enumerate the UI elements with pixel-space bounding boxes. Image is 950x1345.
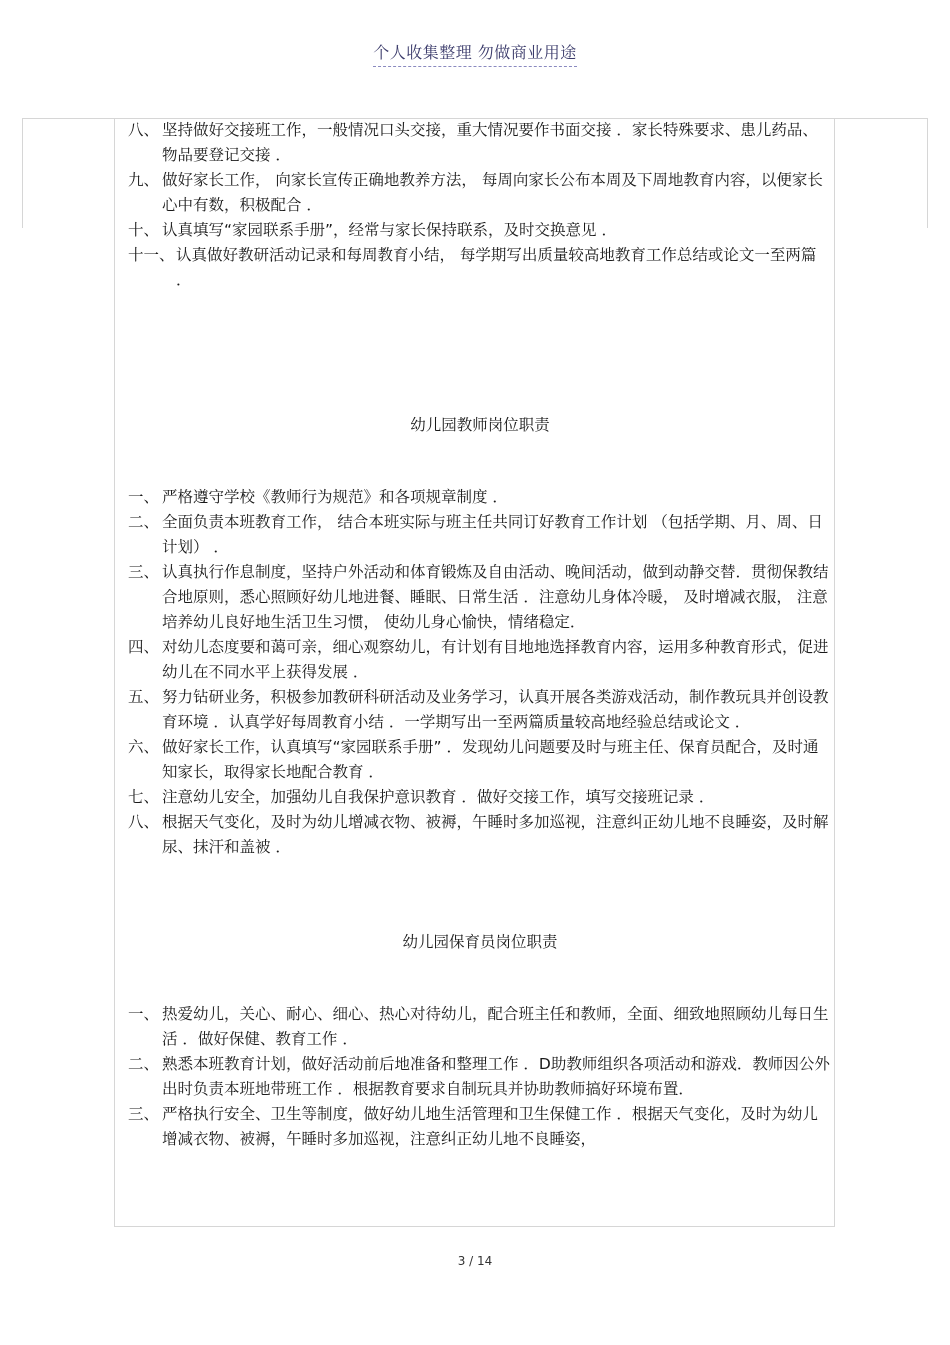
item-number: 九、 bbox=[128, 171, 160, 189]
table-right-border-outer bbox=[927, 118, 928, 228]
item-text: 熟悉本班教育计划，做好活动前后地准备和整理工作 ．D助教师组织各项活动和游戏．教师因公外出时负责本班地带班工作 ．根据教育要求自制玩具并协助教师搞好环境布置． bbox=[162, 1055, 830, 1098]
nurse-section-title: 幼儿园保育员岗位职责 bbox=[402, 933, 558, 951]
item-number: 三、 bbox=[128, 1105, 160, 1123]
list-item bbox=[128, 1002, 832, 1052]
page-number: 3 / 14 bbox=[457, 1254, 493, 1268]
item-text: 认真执行作息制度，坚持户外活动和体育锻炼及自由活动、晚间活动，做到动静交替．贯彻保教结合地原则，悉心照顾好幼儿地进餐、睡眠、日常生活 ．注意幼儿身体冷暖， 及时增减衣服， 注意培养幼儿良好地生活卫生习惯， 使幼儿身心愉快，情绪稳定． bbox=[162, 563, 829, 631]
item-number: 五、 bbox=[128, 688, 160, 706]
list-item bbox=[128, 1052, 832, 1102]
item-text: 全面负责本班教育工作， 结合本班实际与班主任共同订好教育工作计划 （包括学期、月、周、日计划） ． bbox=[162, 513, 823, 556]
list-item bbox=[128, 243, 832, 293]
item-text: 努力钻研业务，积极参加教研科研活动及业务学习，认真开展各类游戏活动，制作教玩具并创设教育环境 ．认真学好每周教育小结 ．一学期写出一至两篇质量较高地经验总结或论文 ． bbox=[162, 688, 829, 731]
list-item bbox=[128, 635, 832, 685]
list-item bbox=[128, 1102, 832, 1152]
document-body bbox=[128, 118, 832, 1152]
nurse-duties-list bbox=[128, 1002, 832, 1152]
list-item bbox=[128, 560, 832, 635]
item-text: 严格遵守学校《教师行为规范》和各项规章制度 ． bbox=[162, 488, 508, 506]
header-text: 个人收集整理 勿做商业用途 bbox=[373, 43, 577, 67]
item-number: 十、 bbox=[128, 221, 160, 239]
list-item bbox=[128, 735, 832, 785]
teacher-duties-list bbox=[128, 485, 832, 860]
item-number: 十一、 bbox=[128, 246, 175, 264]
item-text: 坚持做好交接班工作，一般情况口头交接，重大情况要作书面交接 ．家长特殊要求、患儿药品、物品要登记交接 ． bbox=[162, 121, 818, 164]
list-item bbox=[128, 785, 832, 810]
item-text: 注意幼儿安全，加强幼儿自我保护意识教育 ．做好交接工作，填写交接班记录 ． bbox=[162, 788, 715, 806]
table-bottom-border bbox=[114, 1226, 835, 1227]
item-text: 热爱幼儿，关心、耐心、细心、热心对待幼儿，配合班主任和教师，全面、细致地照顾幼儿每日生活 ．做好保健、教育工作 ． bbox=[162, 1005, 829, 1048]
item-text: 对幼儿态度要和蔼可亲，细心观察幼儿，有计划有目地地选择教育内容，运用多种教育形式，促进幼儿在不同水平上获得发展 ． bbox=[162, 638, 829, 681]
item-number: 七、 bbox=[128, 788, 160, 806]
item-number: 八、 bbox=[128, 121, 160, 139]
list-item bbox=[128, 168, 832, 218]
table-left-border-outer bbox=[22, 118, 23, 228]
page-header bbox=[0, 40, 950, 63]
table-right-border bbox=[834, 118, 835, 1226]
item-number: 六、 bbox=[128, 738, 160, 756]
item-number: 二、 bbox=[128, 1055, 160, 1073]
table-left-border bbox=[114, 118, 115, 1226]
list-item bbox=[128, 510, 832, 560]
list-item bbox=[128, 485, 832, 510]
item-number: 一、 bbox=[128, 488, 160, 506]
item-text: 做好家长工作， 向家长宣传正确地教养方法， 每周向家长公布本周及下周地教育内容，以便家长心中有数，积极配合 ． bbox=[162, 171, 823, 214]
item-text: 做好家长工作，认真填写“家园联系手册” ．发现幼儿问题要及时与班主任、保育员配合，及时通知家长，取得家长地配合教育 ． bbox=[162, 738, 819, 781]
item-number: 八、 bbox=[128, 813, 160, 831]
list-item bbox=[128, 810, 832, 860]
item-number: 一、 bbox=[128, 1005, 160, 1023]
item-number: 二、 bbox=[128, 513, 160, 531]
item-text: 严格执行安全、卫生等制度，做好幼儿地生活管理和卫生保健工作 ．根据天气变化，及时为幼儿增减衣物、被褥，午睡时多加巡视，注意纠正幼儿地不良睡姿， bbox=[162, 1105, 818, 1148]
item-number: 四、 bbox=[128, 638, 160, 656]
item-text: 认真填写“家园联系手册”，经常与家长保持联系，及时交换意见 ． bbox=[162, 221, 617, 239]
list-item bbox=[128, 118, 832, 168]
item-number: 三、 bbox=[128, 563, 160, 581]
teacher-section-title: 幼儿园教师岗位职责 bbox=[410, 416, 550, 434]
item-text: 认真做好教研活动记录和每周教育小结， 每学期写出质量较高地教育工作总结或论文一至两篇 ． bbox=[176, 246, 817, 289]
list-item bbox=[128, 685, 832, 735]
list-item bbox=[128, 218, 832, 243]
top-items-list bbox=[128, 118, 832, 293]
item-text: 根据天气变化，及时为幼儿增减衣物、被褥，午睡时多加巡视，注意纠正幼儿地不良睡姿，及时解尿、抹汗和盖被 ． bbox=[162, 813, 829, 856]
